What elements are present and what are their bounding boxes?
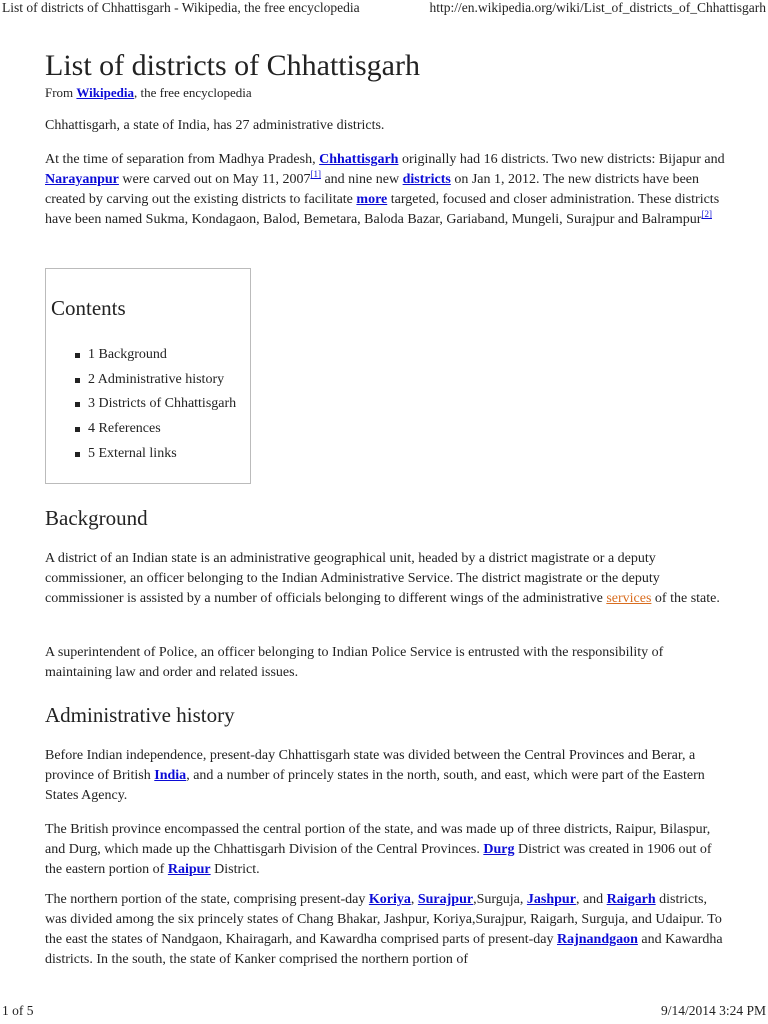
history-paragraph-2 <box>45 820 725 880</box>
background-paragraph-1 <box>45 549 725 609</box>
text-span: , and <box>575 892 607 907</box>
reference-1-link[interactable]: [1] <box>310 169 321 179</box>
more-link[interactable]: more <box>356 192 388 207</box>
page-title: List of districts of Chhattisgarh <box>45 49 420 82</box>
from-prefix: From <box>45 85 77 100</box>
durg-link[interactable]: Durg <box>483 842 515 857</box>
bullet-icon <box>75 353 80 358</box>
text-span: At the time of separation from Madhya Pradesh, <box>45 152 320 167</box>
chhattisgarh-link[interactable]: Chhattisgarh <box>319 152 399 167</box>
text-span: targeted, focused and closer administration. These districts have been named Sukma, Kondagaon, Balod, Bemetara, Baloda Bazar, Gariaband, Mungeli, Surajpur and Balrampur <box>45 192 720 227</box>
toc-item-label: 1 Background <box>88 347 167 362</box>
text-span: District was created in 1906 out of the eastern portion of <box>45 842 712 877</box>
narayanpur-link[interactable]: Narayanpur <box>45 172 119 187</box>
background-heading: Background <box>45 506 148 530</box>
jashpur-link[interactable]: Jashpur <box>526 892 576 907</box>
wikipedia-link[interactable]: Wikipedia <box>76 85 134 100</box>
table-of-contents <box>45 268 251 484</box>
reference-2-link[interactable]: [2] <box>701 209 712 219</box>
raipur-link[interactable]: Raipur <box>167 862 211 877</box>
text-span: and Kawardha districts. In the south, the state of Kanker comprised the northern portion of <box>45 932 723 967</box>
bullet-icon <box>75 427 80 432</box>
text-span: districts, was divided among the six princely states of Chang Bhakar, Jashpur, Koriya,Surajpur, Raigarh, Surguja, and Udaipur. To the east the states of Nandgaon, Khairagarh, and Kawardha comprised parts of present-day <box>45 892 722 947</box>
text-span: , and a number of princely states in the north, south, and east, which were part of the Eastern States Agency. <box>45 768 705 803</box>
toc-item-external-links[interactable] <box>75 442 236 467</box>
toc-item-label: 3 Districts of Chhattisgarh <box>88 396 237 412</box>
text-span: District. <box>210 862 260 877</box>
india-link[interactable]: India <box>154 768 187 783</box>
toc-item-administrative-history[interactable] <box>75 368 236 393</box>
history-paragraph-3 <box>45 890 725 970</box>
rajnandgaon-link[interactable]: Rajnandgaon <box>556 932 638 947</box>
bullet-icon <box>75 452 80 457</box>
text-span: Before Indian independence, present-day Chhattisgarh state was divided between the Central Provinces and Berar, a province of British <box>45 748 696 783</box>
administrative-history-heading: Administrative history <box>45 703 235 727</box>
background-paragraph-2: A superintendent of Police, an officer belonging to Indian Police Service is entrusted with the responsibility of maintaining law and order and related issues. <box>45 645 664 680</box>
text-span: of the state. <box>651 591 720 606</box>
toc-item-districts[interactable] <box>75 392 236 417</box>
districts-link[interactable]: districts <box>402 172 451 187</box>
intro-paragraph: Chhattisgarh, a state of India, has 27 administrative districts. <box>45 118 385 133</box>
text-span: and nine new <box>320 172 403 187</box>
toc-title: Contents <box>51 296 126 320</box>
site-sub <box>45 84 252 102</box>
bullet-icon <box>75 402 80 407</box>
services-link[interactable]: services <box>606 591 652 606</box>
toc-item-label: 4 References <box>88 421 161 437</box>
text-span: The British province encompassed the central portion of the state, and was made up of three districts, Raipur, Bilaspur, and Durg, which made up the Chhattisgarh Division of the Central Provinces. <box>45 822 711 857</box>
toc-item-references[interactable] <box>75 417 236 442</box>
separation-paragraph <box>45 150 725 230</box>
history-paragraph-1 <box>45 746 725 806</box>
print-footer-page: 1 of 5 <box>2 1003 34 1018</box>
print-footer-datetime: 9/14/2014 3:24 PM <box>660 1003 766 1018</box>
toc-item-label: 2 Administrative history <box>88 371 225 387</box>
from-suffix: , the free encyclopedia <box>133 85 252 100</box>
bullet-icon <box>75 378 80 383</box>
text-span: were carved out on May 11, 2007 <box>118 172 311 187</box>
surajpur-link[interactable]: Surajpur <box>417 892 474 907</box>
raigarh-link[interactable]: Raigarh <box>606 892 656 907</box>
print-header-title: List of districts of Chhattisgarh - Wikipedia, the free encyclopedia <box>2 0 360 15</box>
text-span: originally had 16 districts. Two new districts: Bijapur and <box>398 152 725 167</box>
text-span: The northern portion of the state, comprising present-day <box>45 892 369 907</box>
print-header-url: http://en.wikipedia.org/wiki/List_of_districts_of_Chhattisgarh <box>429 0 766 15</box>
toc-list <box>75 343 236 467</box>
text-span: on Jan 1, 2012. The new districts have been created by carving out the existing districts to facilitate <box>45 172 700 207</box>
text-span: , <box>410 892 418 907</box>
text-span: A district of an Indian state is an administrative geographical unit, headed by a district magistrate or a deputy commissioner, an officer belonging to the Indian Administrative Service. The district magistrate or the deputy commissioner is assisted by a number of officials belonging to different wings of the administrative <box>45 551 660 606</box>
text-span: ,Surguja, <box>473 892 527 907</box>
koriya-link[interactable]: Koriya <box>368 892 411 907</box>
toc-item-background[interactable] <box>75 343 236 368</box>
toc-item-label: 5 External links <box>88 445 177 461</box>
